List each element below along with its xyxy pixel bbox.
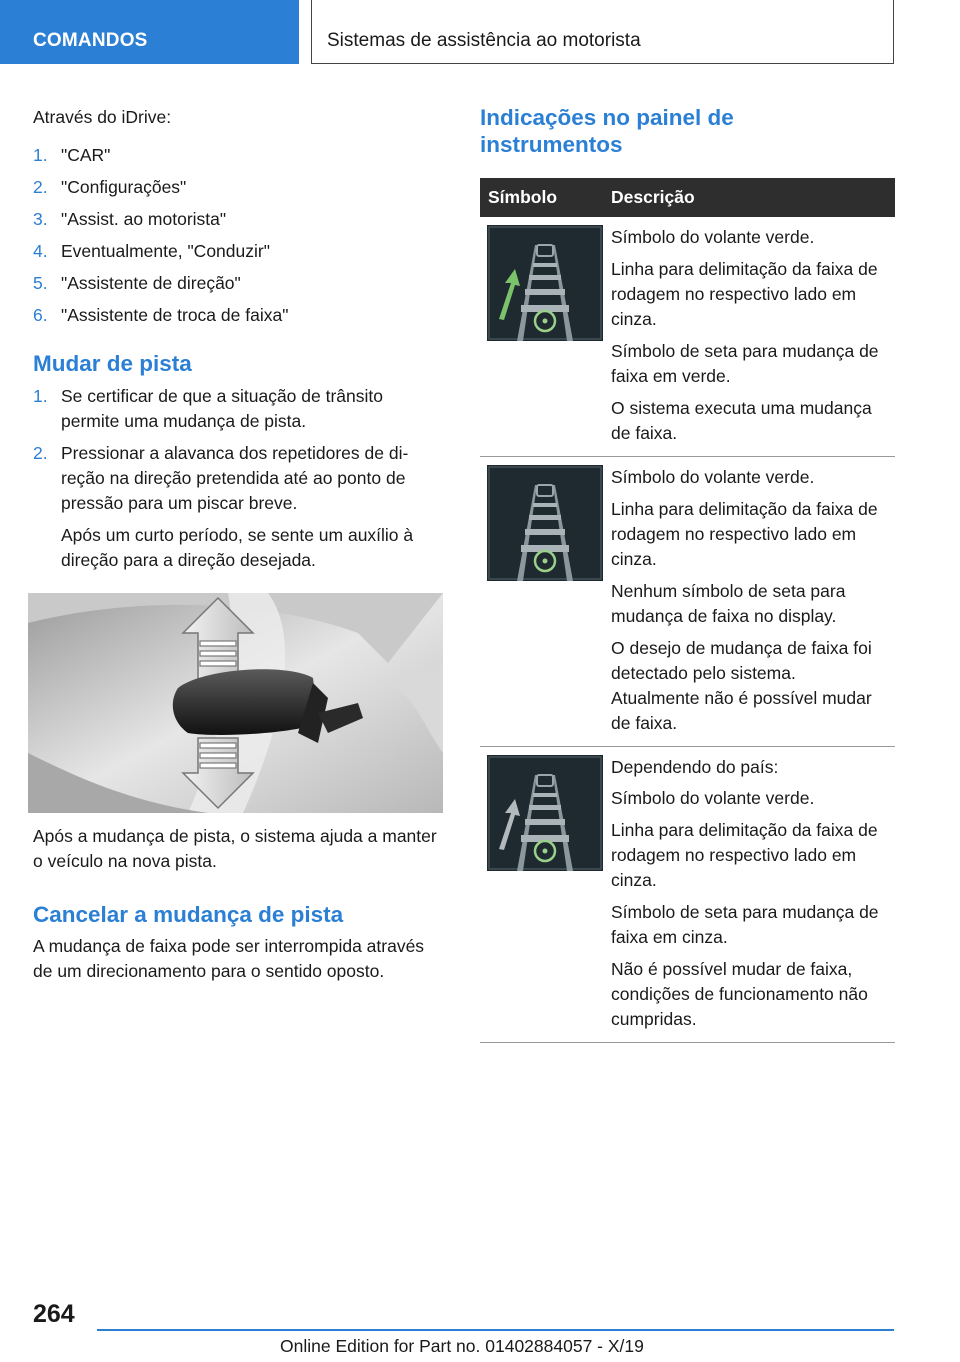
indicator-table — [480, 178, 895, 1043]
description-line: Símbolo do volante verde. — [611, 467, 815, 487]
idrive-steps — [33, 143, 443, 328]
cancel-heading: Cancelar a mudança de pista — [33, 902, 344, 927]
step-number: 2. — [33, 443, 48, 463]
lane-change-arrow-gray-icon — [487, 755, 603, 871]
description-cell — [611, 747, 895, 1043]
step-number: 4. — [33, 241, 48, 261]
step-text: "Assist. ao motorista" — [61, 209, 227, 229]
intro-text: Através do iDrive: — [33, 107, 172, 127]
list-item — [33, 239, 443, 264]
cancel-text: A mudança de faixa pode ser interrompida através de um direcionamento para o sentido oposto. — [33, 936, 425, 981]
lane-change-steps — [33, 384, 443, 573]
page-number: 264 — [33, 1300, 75, 1328]
lane-change-heading: Mudar de pista — [33, 351, 192, 376]
step-text: Se certificar de que a situação de trânsito permite uma mudança de pista. — [61, 386, 383, 431]
description-line: Símbolo do volante verde. — [611, 227, 815, 247]
footer-divider — [97, 1329, 894, 1331]
description-cell — [611, 457, 895, 747]
step-text: Pressionar a alavanca dos repetidores de direção na direção pretendida até ao ponto de pressão para um piscar breve. — [61, 443, 409, 513]
description-line: Não é possível mudar de faixa, condições de funcionamento não cumpridas. — [611, 959, 868, 1029]
list-item — [33, 207, 443, 232]
step-number: 1. — [33, 145, 48, 165]
step-text: "Assistente de troca de faixa" — [61, 305, 289, 325]
after-image-text: Após a mudança de pista, o sistema ajuda a manter o veículo na nova pista. — [33, 826, 437, 871]
step-number: 3. — [33, 209, 48, 229]
description-line: O sistema executa uma mudança de faixa. — [611, 398, 872, 443]
list-item — [33, 441, 443, 573]
symbol-cell — [480, 457, 611, 747]
list-item — [33, 384, 443, 434]
table-row — [480, 747, 895, 1043]
description-line: Linha para delimitação da faixa de rodagem no respectivo lado em cinza. — [611, 820, 878, 890]
description-line: Nenhum símbolo de seta para mudança de faixa no display. — [611, 581, 846, 626]
table-row — [480, 457, 895, 747]
edition-note: Online Edition for Part no. 01402884057 - X/19 — [280, 1336, 644, 1356]
symbol-cell — [480, 217, 611, 457]
step-text: "Assistente de direção" — [61, 273, 241, 293]
turn-signal-lever-image — [28, 593, 443, 813]
list-item — [33, 143, 443, 168]
step-text: Eventualmente, "Conduzir" — [61, 241, 270, 261]
chapter-title: Sistemas de assistência ao motorista — [327, 30, 641, 51]
list-item — [33, 175, 443, 200]
description-line: Símbolo de seta para mudança de faixa em cinza. — [611, 902, 879, 947]
lane-change-arrow-green-icon — [487, 225, 603, 341]
list-item — [33, 303, 443, 328]
right-column — [480, 104, 895, 1043]
step-number: 2. — [33, 177, 48, 197]
step-number: 1. — [33, 386, 48, 406]
column-header-symbol: Símbolo — [480, 178, 611, 217]
description-line: Dependendo do país: — [611, 757, 779, 777]
description-line: Símbolo do volante verde. — [611, 788, 815, 808]
left-column — [33, 105, 443, 981]
table-row — [480, 217, 895, 457]
description-line: Linha para delimitação da faixa de rodagem no respectivo lado em cinza. — [611, 259, 878, 329]
chapter-header — [311, 0, 894, 64]
section-tab — [0, 0, 299, 64]
step-number: 6. — [33, 305, 48, 325]
description-cell — [611, 217, 895, 457]
lane-change-no-arrow-icon — [487, 465, 603, 581]
step-text: "Configurações" — [61, 177, 187, 197]
column-header-description: Descrição — [611, 178, 895, 217]
list-item — [33, 271, 443, 296]
instrument-panel-heading: Indicações no painel de instrumentos — [480, 105, 734, 157]
step-text: "CAR" — [61, 145, 111, 165]
section-title: COMANDOS — [33, 30, 148, 51]
table-header-row — [480, 178, 895, 217]
description-line: Linha para delimitação da faixa de rodagem no respectivo lado em cinza. — [611, 499, 878, 569]
step-note: Após um curto período, se sente um auxílio à direção para a direção desejada. — [61, 525, 414, 570]
step-number: 5. — [33, 273, 48, 293]
description-line: Símbolo de seta para mudança de faixa em verde. — [611, 341, 879, 386]
description-line: O desejo de mudança de faixa foi detectado pelo sistema. Atualmente não é possível mudar de faixa. — [611, 638, 872, 733]
symbol-cell — [480, 747, 611, 1043]
